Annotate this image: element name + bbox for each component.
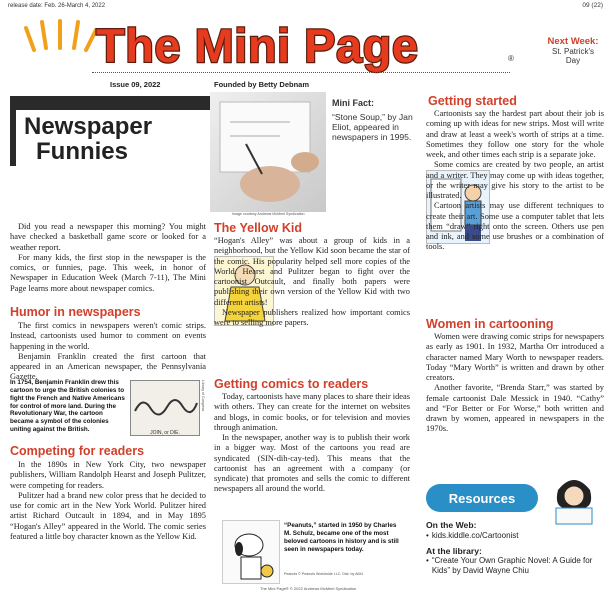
image-credit: Library of Congress [201, 380, 205, 412]
library-item [426, 556, 604, 576]
intro-section [10, 222, 206, 294]
hero-title-box [16, 110, 216, 168]
mini-fact-text: “Stone Soup,” by Jan Eliot, appeared in newspapers in 1995. [332, 111, 413, 142]
photo-credit: Image courtesy Andrews McMeel Syndication [232, 212, 305, 216]
women-heading: Women in cartooning [426, 317, 554, 331]
masthead-title: The Mini Page [96, 19, 419, 72]
women-body [426, 332, 604, 435]
franklin-caption: In 1754, Benjamin Franklin drew this cartoon to urge the British colonies to fight the French and Native Americans for control of more land. During the Revolutionary War, the cartoon became a symbol of the colonies uniting against the British. [10, 379, 125, 434]
yellow-kid-heading: The Yellow Kid [214, 221, 302, 235]
release-date: release date: Feb. 26-March 4, 2022 [8, 3, 106, 9]
drawing-hands-photo [210, 92, 326, 212]
getting-readers-paragraph: Today, cartoonists have many places to share their ideas with others. They can create for the internet on websites and blogs, in comic books, or for television and movies through animation. [214, 392, 410, 432]
masthead-divider [92, 72, 510, 73]
masthead [0, 14, 611, 90]
hero-title-line2: Funnies [36, 138, 129, 166]
peanuts-caption: “Peanuts,” started in 1950 by Charles M. Schulz, became one of the most beloved cartoons in history and is still seen in newspapers today. [284, 522, 399, 553]
humor-paragraph: The first comics in newspapers weren't comic strips. Instead, cartoonists used humor to comment on events happening in the world. [10, 321, 206, 351]
bullet-icon: • [426, 530, 429, 540]
mini-fact-label: Mini Fact: [332, 98, 374, 108]
page-number: 09 (22) [582, 2, 603, 9]
humor-heading: Humor in newspapers [10, 305, 141, 319]
resources-label: Resources [448, 490, 516, 506]
peanuts-credit: Peanuts © Peanuts Worldwide LLC. Dist. by AMU [284, 572, 364, 576]
web-item[interactable] [426, 531, 604, 541]
humor-body [10, 321, 206, 383]
snoopy-icon [223, 521, 281, 585]
peanuts-image [222, 520, 280, 584]
competing-paragraph: In the 1890s in New York City, two newspaper publishers, William Randolph Hearst and Joseph Pulitzer, were competing for readers. [10, 460, 206, 490]
snake-icon [131, 381, 201, 425]
footer-credit: The Mini Page® © 2022 Andrews McMeel Syndication [260, 586, 357, 591]
next-week-topic-day: Day [565, 56, 581, 65]
competing-body [10, 460, 206, 542]
competing-heading: Competing for readers [10, 444, 145, 458]
web-link[interactable]: kids.kiddle.co/Cartoonist [431, 530, 519, 540]
next-week-box [535, 36, 611, 65]
yellow-kid-paragraph: “Hogan's Alley” was about a group of kids in a neighborhood, but the Yellow Kid soon became the star of the comic. His popularity helped sell more copies of the World. Hearst and Pulitzer began to fight over the cartoonist Outcault, and finally both papers were publishing their own version of the Yellow Kid with two different artists! [214, 236, 410, 307]
join-or-die-text: JOIN, or DIE. [150, 430, 180, 436]
sun-rays-icon [24, 18, 98, 52]
getting-readers-heading: Getting comics to readers [214, 377, 369, 391]
next-week-topic: St. Patrick's [552, 47, 594, 56]
yellow-kid-body [214, 236, 410, 328]
resources-list [426, 520, 604, 576]
intro-paragraph: Did you read a newspaper this morning? You might have checked a basketball game score or looked for a weather report. [10, 222, 206, 252]
getting-readers-paragraph: In the newspaper, another way is to publish their work in a bigger way. Most of the cartoons you read are syndicated (SIN-dih-cay-ted). This means that the cartoonist has an agreement with a company (or syndicate) that promotes and sells the comic to different newspapers all around the world. [214, 433, 410, 494]
humor-paragraph: Benjamin Franklin created the first cartoon that appeared in an American newspaper, the Pennsylvania Gazette. [10, 351, 206, 382]
bullet-icon: • [426, 556, 429, 566]
library-heading: At the library: [426, 545, 482, 556]
resources-pill [426, 484, 538, 512]
reading-girl-icon [548, 470, 600, 526]
getting-started-heading: Getting started [428, 94, 517, 108]
issue-label: Issue 09, 2022 [110, 80, 161, 89]
founder-label: Founded by Betty Debnam [214, 80, 310, 89]
hero-title: Newspaper [24, 113, 153, 140]
women-paragraph: Women were drawing comic strips for newspapers as early as 1901. In 1932, Martha Orr introduced a character named Mary Worth to newspaper readers. Today “Mary Worth” is written and drawn by other creators. [426, 332, 604, 382]
registered-mark: ® [508, 54, 514, 63]
next-week-label: Next Week: [547, 36, 599, 47]
mini-fact [332, 98, 420, 142]
getting-started-body [426, 109, 604, 253]
yellow-kid-paragraph: Newspaper publishers realized how important comics were to selling more papers. [214, 307, 410, 327]
getting-readers-body [214, 392, 410, 495]
join-or-die-image [130, 380, 200, 436]
women-paragraph: Another favorite, “Brenda Starr,” was started by female cartoonist Dale Messick in 1940. “Cathy” and “For Better or For Worse,” both written and drawn by women, appeared in newspapers in the 1970s. [426, 383, 604, 434]
competing-paragraph: Pulitzer had a brand new color press that he decided to use for comic art in the New York World. Pulitzer hired artist Richard Outcault in 1894, and in May 1895 “Hogan's Alley” appeared in the World. The comic series featured a little boy character known as the Yellow Kid. [10, 490, 206, 541]
hand-drawing-icon [210, 92, 326, 212]
getting-started-paragraph: Cartoon artists may use different techniques to create their art. Some use a computer tablet that lets them “draw” right onto the screen. Others use pen and ink, and some use brushes or a combination of tools. [426, 201, 604, 252]
intro-paragraph: For many kids, the first stop in the newspaper is the comics, or funnies, page. This week, in honor of Newspaper in Education Week (March 7-11), The Mini Page learns more about newspaper comics. [10, 252, 206, 293]
web-heading: On the Web: [426, 520, 477, 530]
library-book: “Create Your Own Graphic Novel: A Guide for Kids” by David Wayne Chiu [431, 556, 593, 576]
getting-started-paragraph: Cartoonists say the hardest part about their job is coming up with ideas for new strips. Most will write and draw at least a week's worth of strips at a time. Sometimes they follow one story for the whole week, and other times each strip is a separate joke. [426, 109, 604, 159]
top-bar [0, 0, 611, 14]
getting-started-paragraph: Some comics are created by two people, an artist and a writer. They may come up with ideas together, or the writer may give his story to the artist to be illustrated. [426, 160, 604, 200]
